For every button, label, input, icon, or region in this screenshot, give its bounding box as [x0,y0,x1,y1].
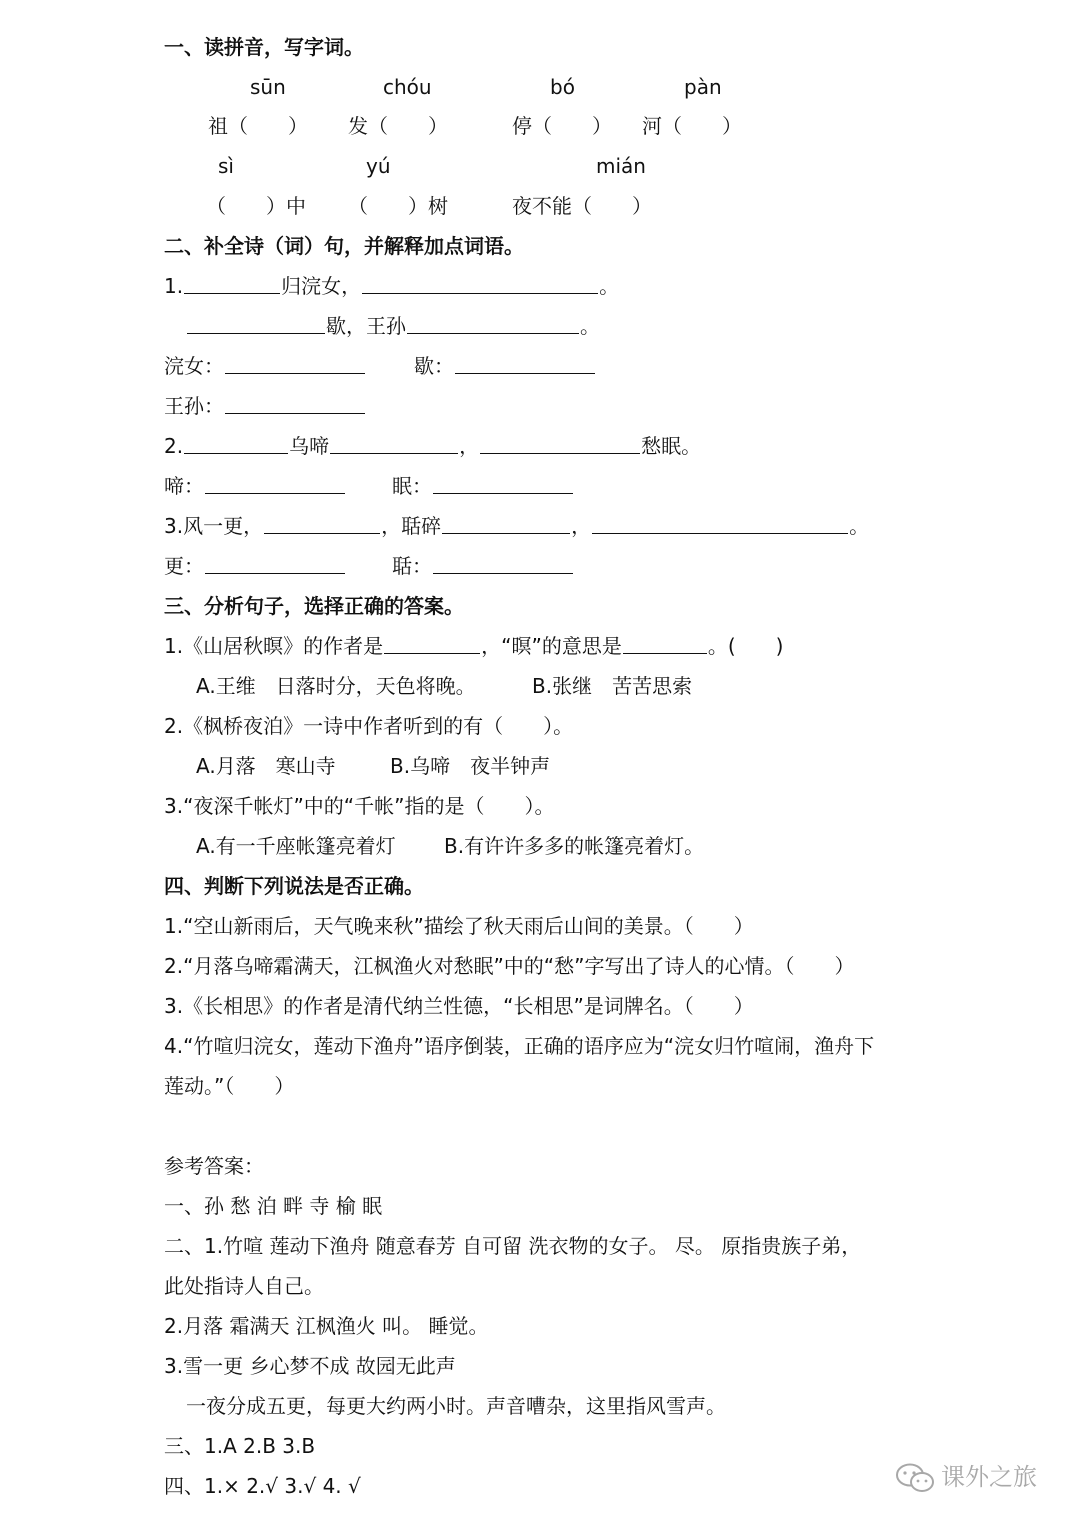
answer-blank[interactable] [187,306,325,334]
definition-label: 啼： [164,474,204,498]
s3-q1-options [0,666,1080,706]
judge-statement: 2.“月落乌啼霜满天，江枫渔火对愁眠”中的“愁”字写出了诗人的心情。（ ） [164,954,855,978]
word-row-1 [0,106,1080,146]
s3-q2 [0,706,1080,746]
q-text-part: 歇，王孙 [326,314,406,338]
definition [164,546,346,586]
q-text-part: 归浣女， [281,274,362,298]
s3-q1 [0,626,1080,666]
word-row-2 [0,186,1080,226]
answer-5 [0,1386,1080,1426]
q-text [164,426,701,466]
watermark-text: 课外之旅 [941,1463,1037,1491]
answer-blank[interactable] [205,546,345,574]
section-1-title: 一、读拼音，写字词。 [164,35,364,59]
answer-text: 一夜分成五更，每更大约两小时。声音嘈杂，这里指风雪声。 [186,1394,726,1418]
option-a: A.有一千座帐篷亮着灯 [196,834,396,858]
word-blank: （ ）树 [348,194,448,218]
section-2-title-row [0,226,1080,266]
answer-blank[interactable] [184,426,288,454]
option-b: B.有许许多多的帐篷亮着灯。 [444,834,705,858]
answer-4 [0,1346,1080,1386]
word-blank: 夜不能（ ） [512,194,652,218]
definition-label: 王孙： [164,394,224,418]
word-blank: 发（ ） [348,114,448,138]
s4-q4-line2 [0,1066,1080,1106]
s2-q1-line2 [0,306,1080,346]
judge-statement-cont: 莲动。”（ ） [164,1074,295,1098]
word-blank: 停（ ） [512,114,612,138]
q-text: 2.《枫桥夜泊》一诗中作者听到的有（ ）。 [164,714,574,738]
word-blank: 河（ ） [642,114,742,138]
definition-label: 歇： [414,354,454,378]
pinyin-row-2 [0,146,1080,186]
wechat-icon [895,1461,935,1495]
watermark [895,1457,1037,1497]
answer-2-line2 [0,1266,1080,1306]
s3-q3-options [0,826,1080,866]
answers-title-row [0,1146,1080,1186]
option-b: B.乌啼 夜半钟声 [390,754,551,778]
pinyin: bó [550,75,575,99]
q-text-part: ，聒碎 [381,514,442,538]
answer-blank[interactable] [184,266,280,294]
judge-statement: 4.“竹喧归浣女，莲动下渔舟”语序倒装，正确的语序应为“浣女归竹喧闹，渔舟下 [164,1034,875,1058]
q-text-part: ， [571,514,592,538]
answer-blank[interactable] [362,266,598,294]
q-text-part: 1.《山居秋暝》的作者是 [164,634,384,658]
s3-q3 [0,786,1080,826]
definition [392,546,574,586]
answer-text: 2.月落 霜满天 江枫渔火 叫。 睡觉。 [164,1314,489,1338]
pinyin: yú [366,154,391,178]
definition [164,346,366,386]
answer-text: 二、1.竹喧 莲动下渔舟 随意春芳 自可留 洗衣物的女子。 尽。 原指贵族子弟， [164,1234,862,1258]
answer-text: 3.雪一更 乡心梦不成 故园无此声 [164,1354,456,1378]
section-4-title: 四、判断下列说法是否正确。 [164,874,424,898]
q-text-part: 愁眠。 [641,434,702,458]
option-b: B.张继 苦苦思索 [532,674,693,698]
section-4-title-row [0,866,1080,906]
answer-blank[interactable] [623,626,707,654]
answer-blank[interactable] [205,466,345,494]
answer-blank[interactable] [384,626,480,654]
answers-title: 参考答案： [164,1154,264,1178]
section-1-title-row [0,27,1080,67]
q-text [164,626,783,666]
definition-label: 浣女： [164,354,224,378]
answer-text: 四、1.× 2.√ 3.√ 4. √ [164,1474,361,1498]
judge-statement: 1.“空山新雨后，天气晚来秋”描绘了秋天雨后山间的美景。（ ） [164,914,754,938]
definition-label: 更： [164,554,204,578]
section-2-title: 二、补全诗（词）句，并解释加点词语。 [164,234,524,258]
s3-q2-options [0,746,1080,786]
definition-label: 眠： [392,474,432,498]
definition [164,386,366,426]
q-text [164,506,869,546]
answer-blank[interactable] [264,506,380,534]
pinyin: chóu [383,75,432,99]
definition [392,466,574,506]
q-text-part: 乌啼 [289,434,330,458]
definition [164,466,346,506]
answer-text: 一、孙 愁 泊 畔 寺 榆 眠 [164,1194,383,1218]
s2-q3-line [0,506,1080,546]
q-text-part: 。 [599,274,620,298]
q-text-part: 。 [580,314,600,338]
answer-blank[interactable] [480,426,640,454]
pinyin: sì [218,154,234,178]
judge-statement: 3.《长相思》的作者是清代纳兰性德，“长相思”是词牌名。（ ） [164,994,754,1018]
answer-text: 三、1.A 2.B 3.B [164,1434,316,1458]
pinyin-row-1 [0,67,1080,107]
section-3-title-row [0,586,1080,626]
option-a: A.王维 日落时分，天色将晚。 [196,674,476,698]
s4-q4-line1 [0,1026,1080,1066]
q-number: 2. [164,434,184,458]
pinyin: mián [596,154,646,178]
q-text-part: ， [459,434,480,458]
answer-blank[interactable] [592,506,848,534]
s2-q3-defs [0,546,1080,586]
q-text-part: ，“暝”的意思是 [481,634,622,658]
pinyin: pàn [684,75,722,99]
answer-blank[interactable] [455,346,595,374]
s4-q2 [0,946,1080,986]
word-blank: （ ）中 [206,194,306,218]
q-text [186,306,600,346]
option-a: A.月落 寒山寺 [196,754,336,778]
s2-q1-defs [0,346,1080,386]
s2-q1-defs-2 [0,386,1080,426]
pinyin: sūn [250,75,286,99]
answer-blank[interactable] [433,546,573,574]
s2-q2-line [0,426,1080,466]
definition [414,346,596,386]
definition-label: 聒： [392,554,432,578]
q-number: 1. [164,274,184,298]
answer-blank[interactable] [433,466,573,494]
answer-blank[interactable] [442,506,570,534]
q-text-part: 。( ) [707,634,784,658]
answer-1 [0,1186,1080,1226]
answer-blank[interactable] [225,346,365,374]
s4-q3 [0,986,1080,1026]
q-text: 3.“夜深千帐灯”中的“千帐”指的是（ ）。 [164,794,555,818]
q-text [164,266,619,306]
s4-q1 [0,906,1080,946]
answer-blank[interactable] [407,306,579,334]
s2-q1-line1 [0,266,1080,306]
answer-2-line1 [0,1226,1080,1266]
section-3-title: 三、分析句子，选择正确的答案。 [164,594,464,618]
answer-text: 此处指诗人自己。 [164,1274,324,1298]
answer-blank[interactable] [225,386,365,414]
q-text-part: 3.风一更， [164,514,264,538]
word-blank: 祖（ ） [208,114,308,138]
answer-blank[interactable] [330,426,458,454]
s2-q2-defs [0,466,1080,506]
answer-3 [0,1306,1080,1346]
q-text-part: 。 [849,514,870,538]
